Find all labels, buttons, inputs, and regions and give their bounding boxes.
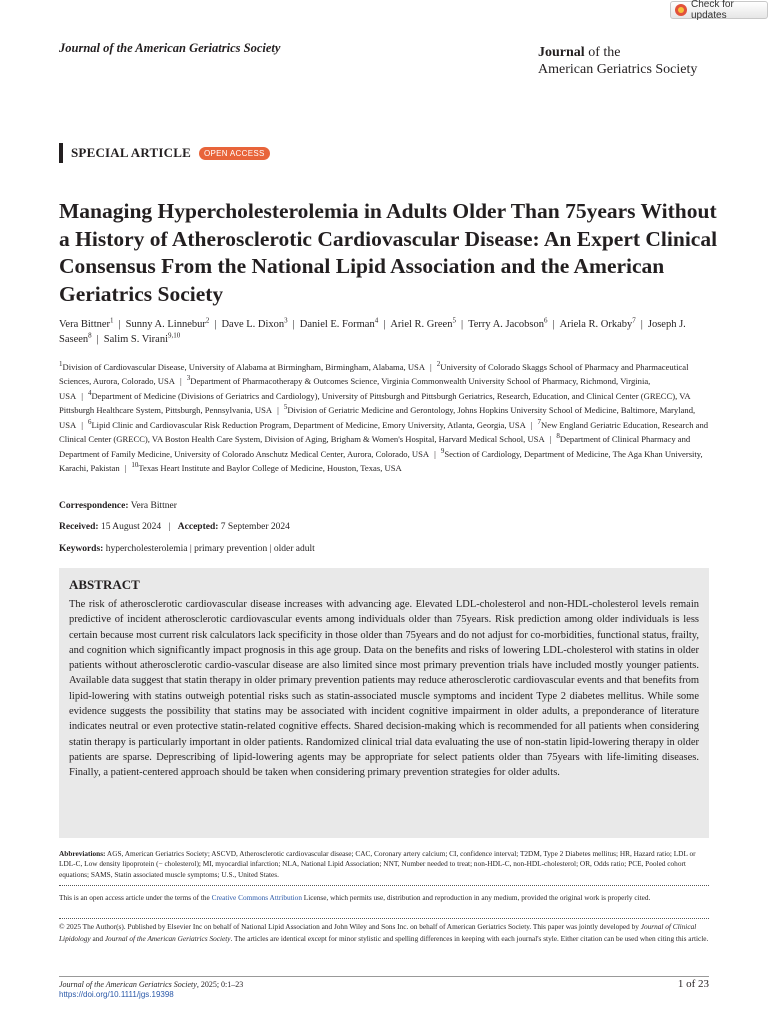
- crossmark-icon: [675, 4, 687, 16]
- author-affiliation-number: 1: [110, 316, 114, 325]
- check-for-updates-label: Check for updates: [691, 0, 734, 21]
- affiliation-text: New England Geriatric Education, Research and Clinical Center (GRECC), VA Boston Health Care System, Division of Aging, Brigham & Women's Hospital, Harvard Medical School, USA: [59, 419, 709, 445]
- affiliation-number: 7: [537, 417, 542, 426]
- keywords-label: Keywords:: [59, 544, 104, 554]
- logo-society: American Geriatrics Society: [538, 62, 698, 77]
- affiliation-text: Department of Pharmacotherapy & Outcomes Science, Virginia Commonwealth University School of Pharmacy, Richmond, Virginia, USA: [59, 376, 651, 401]
- affiliation-number: 1: [59, 360, 63, 369]
- license-text: This is an open access article under the terms of the: [59, 893, 212, 902]
- author[interactable]: [468, 316, 548, 330]
- abbreviations: [59, 849, 709, 880]
- logo-of-the: of the: [584, 45, 621, 60]
- abstract-box: [59, 568, 709, 838]
- abstract-heading: ABSTRACT: [69, 577, 140, 592]
- author-affiliation-number: 7: [632, 316, 636, 325]
- affiliation-number: 6: [87, 417, 92, 426]
- author[interactable]: [103, 331, 181, 345]
- author-name: Salim S. Virani: [103, 334, 169, 345]
- license-note: [59, 892, 709, 904]
- copyright-text-end: . The articles are identical except for minor stylistic and spelling differences in keeping with each journal's style. Either citation can be used when citing this article.: [230, 934, 709, 943]
- affiliation-text: Department of Medicine (Divisions of Geriatrics and Cardiology), University of Pittsburgh and Pittsburgh Geriatrics, Research, Education, and Clinical Center (GRECC), VA Pittsburgh Healthcare System, Pittsburgh, Pennsylvania, USA: [59, 390, 691, 416]
- author-affiliation-number: 6: [544, 316, 548, 325]
- copyright-text: and: [90, 934, 105, 943]
- affiliation-text: Division of Geriatric Medicine and Gerontology, Johns Hopkins University School of Medicine, Baltimore, Maryland, USA: [59, 405, 696, 430]
- author[interactable]: [299, 316, 379, 330]
- author-name: Terry A. Jacobson: [468, 319, 545, 330]
- affiliation-number: 8: [556, 432, 560, 441]
- check-for-updates-button[interactable]: [670, 1, 768, 19]
- author[interactable]: [59, 316, 114, 330]
- article-type-bar: [59, 143, 270, 163]
- affiliation-text: Section of Cardiology, Department of Medicine, The Aga Khan University, Karachi, Pakistan: [59, 448, 703, 474]
- affiliation-number: 10: [131, 461, 139, 470]
- article-type-label: SPECIAL ARTICLE: [71, 145, 191, 160]
- doi-link[interactable]: https://doi.org/10.1111/jgs.19398: [59, 990, 174, 999]
- received-date: 15 August 2024: [100, 522, 162, 532]
- author-name: Vera Bittner: [59, 319, 111, 330]
- correspondence: [59, 501, 177, 511]
- page-number: 1 of 23: [677, 978, 709, 990]
- received-label: Received:: [59, 522, 99, 532]
- author-affiliation-number: 3: [284, 316, 288, 325]
- abstract-text: The risk of atherosclerotic cardiovascular disease increases with advancing age. Elevated LDL-cholesterol and non-HDL-cholesterol levels remain predictive of incident atherosclerotic cardiovascular events among individuals older than 75years. Risk prediction among older individuals is less certain because most current risk calculators lack specificity in those older than 75years and do not adjust for co-morbidities, functional status, frailty, and cognition which significantly impact prognosis in this age group. Data on the benefits and risks of lowering LDL-cholesterol with statins in older patients without atherosclerotic cardio-vascular disease are also limited since most primary prevention trials have included mostly younger patients. Available data suggest that statin therapy in older primary prevention patients may reduce atherosclerotic cardiovascular events and that benefits from lipid-lowering with statins outweigh potential risks such as statin-associated muscle symptoms and incident Type 2 diabetes mellitus. While some evidence suggests the possibility that statins may be associated with incident cognitive impairment in older adults, a preponderance of literature indicates neutral or even protective statin-related cognitive effects. Shared decision-making which is recommended for all patients when considering statin therapy is particularly important in older patients. Randomized clinical trial data evaluating the use of non-statin lipid-lowering therapy in older patients are sparse. Deprescribing of lipid-lowering agents may be appropriate for select patients older than 75years with life-limiting diseases. Finally, a patient-centered approach should be taken when considering primary prevention strategies for older adults.: [69, 599, 699, 779]
- affiliations: $^1$Division of Cardiovascular Disease, University of Alabama at Birmingham, Birmingham, Alabama, USA | $^2$University of Colorado Skaggs School of Pharmacy and Pharmaceutical Sciences, Aurora, Colorado, USA | $^3$Department of Pharmacotherapy & Outcomes Science, Virginia Commonwealth University School of Pharmacy, Richmond, Virginia, USA | $^4$Department of Medicine (Divisions of Geriatrics and Cardiology), University of Pittsburgh and Pittsburgh Geriatrics, Research, Education, and Clinical Center (GRECC), VA Pittsburgh Healthcare System, Pittsburgh, Pennsylvania, USA | $^5$Division of Geriatric Medicine and Gerontology, Johns Hopkins University School of Medicine, Baltimore, Maryland, USA | $^6$Lipid Clinic and Cardiovascular Risk Reduction Program, Department of Medicine, Emory University, Atlanta, Georgia, USA | $^7$New England Geriatric Education, Research and Clinical Center (GRECC), VA Boston Health Care System, Division of Aging, Brigham & Women's Hospital, Harvard Medical School, USA | $^8$Department of Clinical Pharmacy and Department of Family Medicine, University of Colorado Anschutz Medical Center, Aurora, Colorado, USA | $^9$Section of Cardiology, Department of Medicine, The Aga Khan University, Karachi, Pakistan | $^{10}$Texas Heart Institute and Baylor College of Medicine, Houston, Texas, USA: [59, 360, 709, 474]
- logo-word-journal: Journal: [538, 45, 585, 60]
- author-name: Ariela R. Orkaby: [559, 319, 633, 330]
- affiliation-number: 4: [87, 389, 92, 398]
- journal-name: Journal of the American Geriatrics Society: [104, 934, 231, 943]
- author-name: Ariel R. Green: [390, 319, 453, 330]
- accepted-date: 7 September 2024: [220, 522, 290, 532]
- open-access-badge: OPEN ACCESS: [199, 147, 270, 160]
- author-name: Sunny A. Linnebur: [125, 319, 206, 330]
- author-affiliation-number: 9,10: [168, 331, 181, 340]
- footer-journal-name: Journal of the American Geriatrics Society: [59, 980, 197, 989]
- keywords-value: hypercholesterolemia | primary prevention | older adult: [105, 544, 315, 554]
- correspondence-value: Vera Bittner: [130, 501, 177, 511]
- article-title: Managing Hypercholesterolemia in Adults Older Than 75years Without a History of Atherosclerotic Cardiovascular Disease: An Expert Clinical Consensus From the National Lipid Association and the American Geriatrics Society: [59, 199, 718, 306]
- author-affiliation-number: 8: [88, 331, 92, 340]
- abbreviations-text: AGS, American Geriatrics Society; ASCVD, Atherosclerotic cardiovascular disease; CAC, Coronary artery calcium; CI, confidence interval; T2DM, Type 2 Diabetes mellitus; HR, Hazard ratio; LDL or LDL-C, Low density lipoprotein (− cholesterol); MI, myocardial infarction; NLA, National Lipid Association; NNT, Number needed to treat; non-HDL-C, non-HDL-cholesterol; OR, Odds ratio; PCE, Pooled cohort equations; SAMS, Statin associated muscle symptoms; U.S., United States.: [59, 849, 696, 879]
- accepted-label: Accepted:: [177, 522, 219, 532]
- author-affiliation-number: 5: [452, 316, 456, 325]
- copyright-text: © 2025 The Author(s). Published by Elsevier Inc on behalf of National Lipid Association and John Wiley and Sons Inc. on behalf of American Geriatrics Society. This paper was jointly developed by: [59, 922, 641, 931]
- affiliation-text: University of Colorado Skaggs School of Pharmacy and Pharmaceutical Sciences, Aurora, Colorado, USA: [59, 362, 689, 387]
- author-affiliation-number: 4: [374, 316, 379, 325]
- affiliation-number: 5: [283, 403, 288, 412]
- affiliation-number: 2: [436, 360, 441, 369]
- affiliation-number: 9: [440, 446, 445, 455]
- author-name: Daniel E. Forman: [299, 319, 375, 330]
- author-name: Joseph J. Saseen: [59, 319, 686, 345]
- license-text-end: License, which permits use, distribution and reproduction in any medium, provided the original work is properly cited.: [301, 893, 651, 902]
- journal-logo: [538, 44, 697, 78]
- affiliation-number: 3: [186, 374, 191, 383]
- author[interactable]: [221, 316, 288, 330]
- article-type-marker: [59, 143, 63, 163]
- footer-volume: , 2025; 0:1–23: [196, 980, 244, 989]
- footer-citation: [59, 980, 243, 989]
- abbreviations-label: Abbreviations:: [59, 849, 106, 858]
- footer-rule: [59, 976, 709, 977]
- keywords: [59, 544, 315, 554]
- article-dates: Received: 15 August 2024 | Accepted: 7 September 2024: [59, 522, 290, 532]
- dotted-divider: [59, 918, 709, 919]
- creative-commons-link[interactable]: Creative Commons Attribution: [211, 893, 302, 902]
- author[interactable]: [390, 316, 456, 330]
- affiliation-text: Lipid Clinic and Cardiovascular Risk Reduction Program, Department of Medicine, Emory University, Atlanta, Georgia, USA: [91, 419, 526, 430]
- author-name: Dave L. Dixon: [221, 319, 285, 330]
- journal-name: Journal of Clinical Lipidology: [59, 922, 697, 943]
- author-affiliation-number: 2: [205, 316, 210, 325]
- affiliation-text: Division of Cardiovascular Disease, University of Alabama at Birmingham, Birmingham, Alabama, USA: [62, 362, 426, 372]
- journal-header: Journal of the American Geriatrics Society: [59, 41, 281, 55]
- copyright-note: [59, 921, 709, 945]
- dotted-divider: [59, 885, 709, 886]
- correspondence-label: Correspondence:: [59, 501, 129, 511]
- affiliation-text: Department of Clinical Pharmacy and Department of Family Medicine, University of Colorado Anschutz Medical Center, Aurora, Colorado, USA: [59, 434, 691, 459]
- author-list: Vera Bittner$^1$ | Sunny A. Linnebur$^2$ | Dave L. Dixon$^3$ | Daniel E. Forman$^4$ | Ariel R. Green$^5$ | Terry A. Jacobson$^6$ | Ariela R. Orkaby$^7$ | Joseph J. Saseen$^8$ | Salim S. Virani$^{9,10}$: [59, 316, 686, 345]
- author[interactable]: [559, 316, 636, 330]
- author[interactable]: [125, 316, 210, 330]
- affiliation-text: Texas Heart Institute and Baylor College of Medicine, Houston, Texas, USA: [138, 463, 402, 474]
